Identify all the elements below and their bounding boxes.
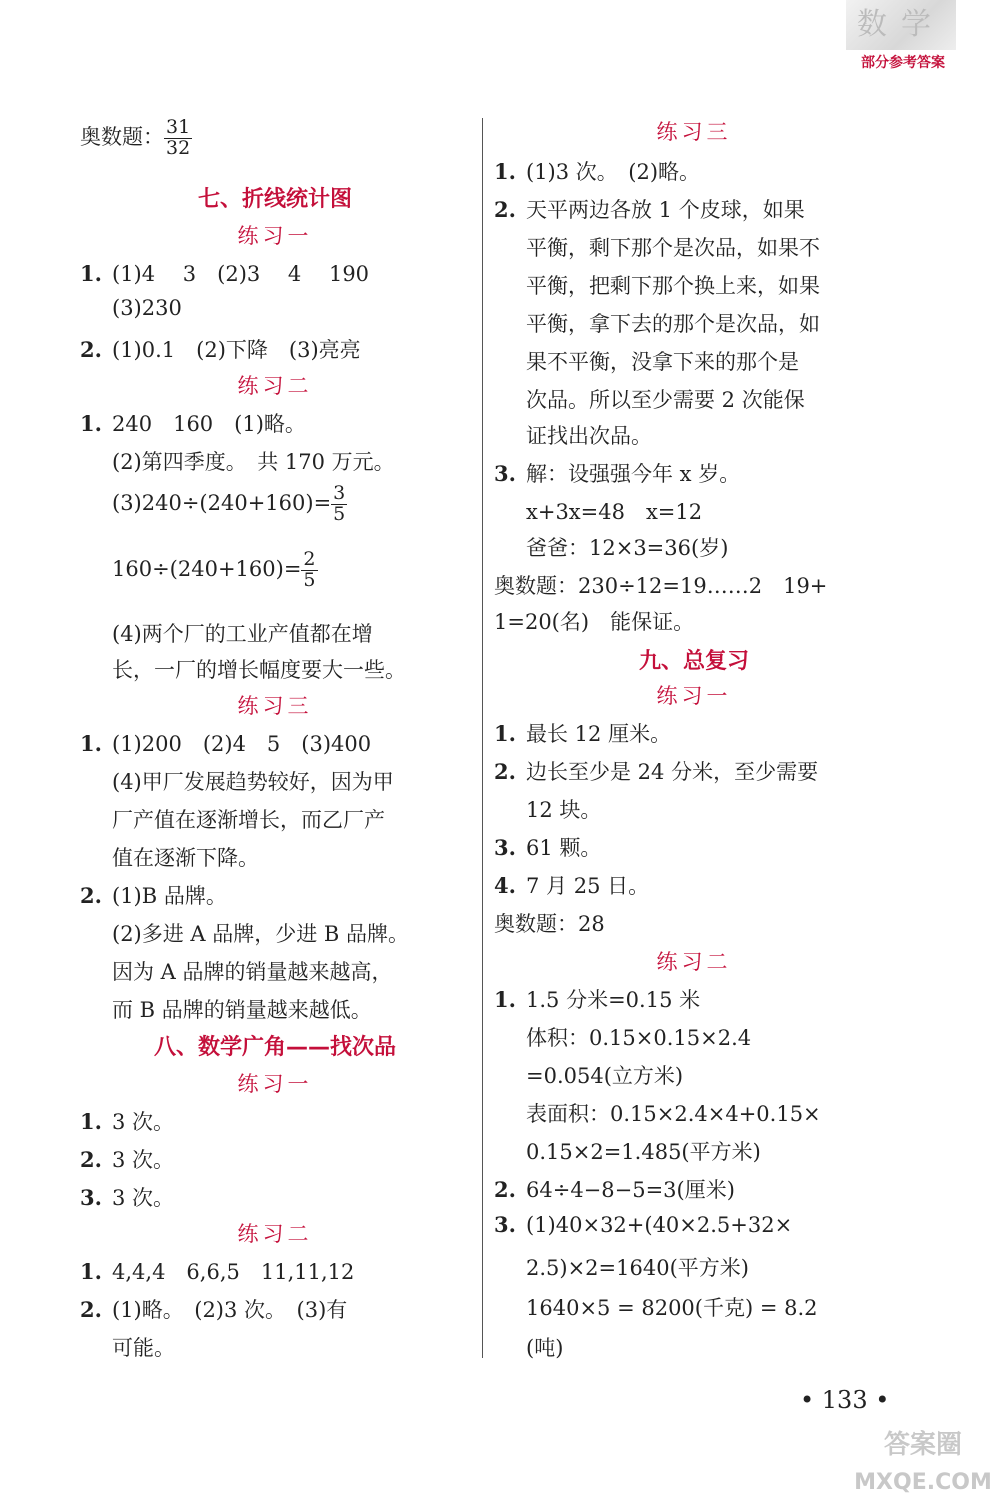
answer-line: 平衡，把剩下那个换上来，如果 <box>526 274 820 298</box>
answer-text: (1)200 (2)4 5 (3)400 <box>112 732 372 756</box>
answer-text: 天平两边各放 1 个皮球，如果 <box>526 198 805 222</box>
item-number: 2. <box>80 1297 102 1322</box>
answer-line <box>494 718 671 748</box>
answer-text: (1)40×32+(40×2.5+32× <box>526 1213 793 1237</box>
item-number: 2. <box>494 197 516 222</box>
item-number: 1. <box>80 1259 102 1284</box>
answer-text: 3 次。 <box>112 1186 175 1210</box>
answer-line: 长，一厂的增长幅度要大一些。 <box>112 658 406 682</box>
answer-line <box>494 1212 792 1237</box>
answer-text: 7 月 25 日。 <box>526 874 650 898</box>
practice-heading: 练习三 <box>656 120 732 144</box>
item-number: 2. <box>80 883 102 908</box>
answer-line <box>494 194 805 224</box>
answer-line <box>80 1294 347 1324</box>
fraction <box>301 550 317 591</box>
answer-line: 果不平衡，没拿下来的那个是 <box>526 350 799 374</box>
answer-line: x+3x=48 x=12 <box>526 500 703 524</box>
answer-text: 解：设强强今年 x 岁。 <box>526 462 741 486</box>
answer-text: 240 160 (1)略。 <box>112 412 306 436</box>
frac-numerator: 31 <box>166 116 191 138</box>
item-number: 2. <box>494 1177 516 1202</box>
item-number: 3. <box>494 1212 516 1237</box>
answer-line <box>494 984 700 1014</box>
item-number: 3. <box>80 1185 102 1210</box>
frac-denominator: 5 <box>333 502 346 525</box>
answer-line: (2)多进 A 品牌，少进 B 品牌。 <box>112 922 410 946</box>
answer-line: 值在逐渐下降。 <box>112 846 259 870</box>
answer-line <box>494 756 818 786</box>
item-number: 1. <box>80 731 102 756</box>
practice-heading: 练习一 <box>237 1072 313 1096</box>
column-divider <box>482 118 483 1358</box>
answer-line: (4)两个厂的工业产值都在增 <box>112 622 373 646</box>
answer-line: 爸爸：12×3=36(岁) <box>526 536 729 560</box>
item-number: 1. <box>80 261 102 286</box>
answer-line <box>80 1106 174 1136</box>
answer-line <box>112 550 318 591</box>
practice-heading: 练习一 <box>237 224 313 248</box>
answer-line <box>494 832 601 862</box>
frac-denominator: 32 <box>166 136 191 159</box>
answer-text: 64÷4−8−5=3(厘米) <box>526 1178 735 1202</box>
answer-line <box>494 870 649 900</box>
item-number: 3. <box>494 835 516 860</box>
answer-line: 2.5)×2=1640(平方米) <box>526 1256 749 1280</box>
answer-line <box>112 484 347 525</box>
practice-heading: 练习二 <box>656 950 732 974</box>
answer-line: 而 B 品牌的销量越来越低。 <box>112 998 372 1022</box>
item-number: 3. <box>494 461 516 486</box>
section-title-7: 七、折线统计图 <box>197 187 352 212</box>
answer-line: 奥数题：28 <box>494 912 605 936</box>
section-title-8: 八、数学广角——找次品 <box>153 1035 396 1060</box>
answer-text: 3 次。 <box>112 1110 175 1134</box>
answer-line: 体积：0.15×0.15×2.4 <box>526 1026 752 1050</box>
answer-text: (1)略。 (2)3 次。 (3)有 <box>112 1298 348 1322</box>
answer-line: 可能。 <box>112 1336 175 1360</box>
answer-line <box>80 258 369 288</box>
answer-line <box>80 1144 174 1174</box>
section-title-9: 九、总复习 <box>638 649 749 674</box>
answer-line <box>80 334 361 364</box>
practice-heading: 练习一 <box>656 684 732 708</box>
answer-text: (1)B 品牌。 <box>112 884 227 908</box>
answer-text: 3 次。 <box>112 1148 175 1172</box>
answer-line: 证找出次品。 <box>526 424 652 448</box>
answer-line <box>80 1256 354 1286</box>
answer-text: 1.5 分米=0.15 米 <box>526 988 701 1012</box>
answer-line: 12 块。 <box>526 798 602 822</box>
answer-line <box>494 156 700 186</box>
item-number: 4. <box>494 873 516 898</box>
answer-line: (吨) <box>526 1336 564 1360</box>
answer-line: 次品。所以至少需要 2 次能保 <box>526 388 805 412</box>
answer-line: 0.15×2=1.485(平方米) <box>526 1140 761 1164</box>
aoshu-answer <box>80 118 192 159</box>
practice-heading: 练习三 <box>237 694 313 718</box>
practice-heading: 练习二 <box>237 1222 313 1246</box>
answer-text: 4,4,4 6,6,5 11,11,12 <box>112 1260 355 1284</box>
answer-line: 1640×5 = 8200(千克) = 8.2 <box>526 1296 818 1320</box>
answer-line <box>80 408 306 438</box>
answer-text: (3)240÷(240+160)= <box>112 490 332 515</box>
answer-line: (3)230 <box>112 296 182 320</box>
answer-line <box>80 1182 174 1212</box>
aoshu-label: 奥数题： <box>80 124 164 149</box>
frac-denominator: 5 <box>303 568 316 591</box>
answer-line: 因为 A 品牌的销量越来越高， <box>112 960 393 984</box>
answer-line: 奥数题：230÷12=19……2 19+ <box>494 574 828 598</box>
answer-text: 61 颗。 <box>526 836 602 860</box>
answer-line: (4)甲厂发展趋势较好，因为甲 <box>112 770 394 794</box>
answer-text: 最长 12 厘米。 <box>526 722 672 746</box>
aoshu-fraction <box>164 118 192 159</box>
fraction <box>331 484 347 525</box>
item-number: 1. <box>494 721 516 746</box>
answer-line: 平衡，拿下去的那个是次品，如 <box>526 312 820 336</box>
watermark-url: MXQE.COM <box>854 1470 992 1495</box>
answer-line: 表面积：0.15×2.4×4+0.15× <box>526 1102 821 1126</box>
answer-text: 边长至少是 24 分米，至少需要 <box>526 760 819 784</box>
answer-text: (1)3 次。 (2)略。 <box>526 160 701 184</box>
item-number: 2. <box>80 1147 102 1172</box>
watermark-logo: 答案圈 <box>883 1430 962 1460</box>
frac-numerator: 3 <box>333 482 346 504</box>
answer-line: (2)第四季度。 共 170 万元。 <box>112 450 395 474</box>
answer-line: =0.054(立方米) <box>526 1064 684 1088</box>
item-number: 1. <box>80 411 102 436</box>
answer-line <box>494 458 740 488</box>
item-number: 1. <box>494 159 516 184</box>
answer-text: (1)0.1 (2)下降 (3)亮亮 <box>112 338 361 362</box>
answer-line: 1=20(名) 能保证。 <box>494 610 695 634</box>
item-number: 1. <box>494 987 516 1012</box>
answer-text: (1)4 3 (2)3 4 190 <box>112 262 370 286</box>
frac-numerator: 2 <box>303 548 316 570</box>
practice-heading: 练习二 <box>237 374 313 398</box>
answer-section-label: 部分参考答案 <box>861 55 945 71</box>
item-number: 2. <box>494 759 516 784</box>
item-number: 1. <box>80 1109 102 1134</box>
answer-line: 厂产值在逐渐增长，而乙厂产 <box>112 808 385 832</box>
answer-line: 平衡，剩下那个是次品，如果不 <box>526 236 820 260</box>
page-number: • 133 • <box>800 1386 890 1414</box>
answer-line <box>494 1174 735 1204</box>
subject-badge: 数学 <box>846 0 956 50</box>
answer-line <box>80 728 371 758</box>
answer-text: 160÷(240+160)= <box>112 556 302 581</box>
item-number: 2. <box>80 337 102 362</box>
answer-line <box>80 880 227 910</box>
